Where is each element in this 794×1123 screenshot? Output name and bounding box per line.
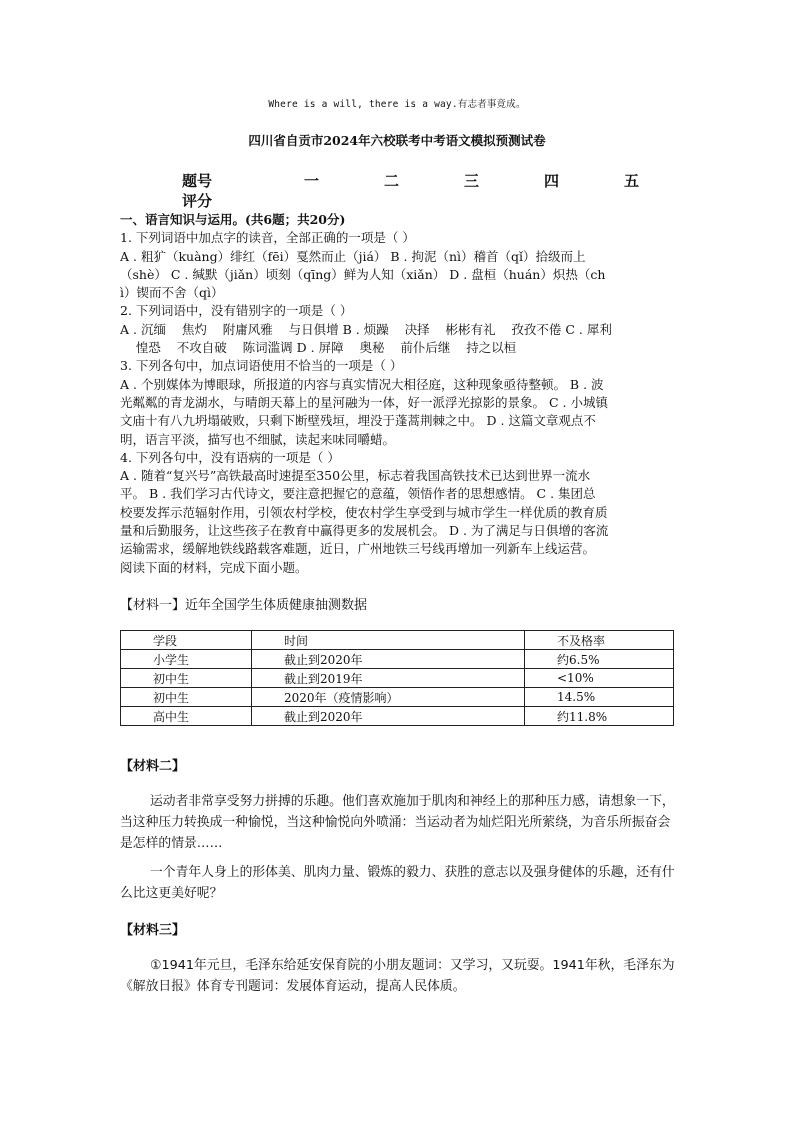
table-row xyxy=(121,707,674,726)
material-2-paragraph: 一个青年人身上的形体美、肌肉力量、锻炼的毅力、获胜的意志以及强身健体的乐趣，还有什么比这更美好呢？ xyxy=(120,865,675,901)
section-1 xyxy=(120,211,676,577)
table-row xyxy=(121,669,674,688)
table-cell: 2020年（疫情影响） xyxy=(252,688,525,707)
question-line: 运输需求，缓解地铁线路载客难题，近日，广州地铁三号线再增加一列新车上线运营。 xyxy=(120,541,596,557)
section-1-heading: 一、语言知识与运用。(共6题；共20分) xyxy=(120,212,346,227)
table-cell: <10% xyxy=(525,669,674,688)
score-col-1: 一 xyxy=(304,172,320,190)
table-cell: 高中生 xyxy=(121,707,252,726)
table-cell: 截止到2020年 xyxy=(252,707,525,726)
material-1-label: 【材料一】近年全国学生体质健康抽测数据 xyxy=(120,598,368,613)
fitness-data-table xyxy=(120,630,674,726)
question-line: 3. 下列各句中，加点词语使用不恰当的一项是（ ） xyxy=(120,358,403,374)
material-2-paragraph: 运动者非常享受努力拼搏的乐趣。他们喜欢施加于肌肉和神经上的那种压力感，请想象一下，当这种压力转换成一种愉悦，当这种愉悦向外喷涌：当运动者为灿烂阳光所萦绕，为音乐所振奋会是怎样的情景…… xyxy=(120,794,675,851)
table-cell: 14.5% xyxy=(525,688,674,707)
table-cell: 约11.8% xyxy=(525,707,674,726)
question-line: （shè） C . 缄默（jiǎn）顷刻（qīng）鲜为人知（xiǎn） D . 盘桓（huán）炽热（ch xyxy=(120,266,606,282)
question-line: 量和后勤服务，让这些孩子在教育中赢得更多的发展机会。 D . 为了满足与日俱增的客流 xyxy=(120,523,609,539)
question-line: A . 随着“复兴号”高铁最高时速提至350公里，标志着我国高铁技术已达到世界一流水 xyxy=(120,468,591,484)
table-cell: 截止到2019年 xyxy=(252,669,525,688)
question-line: ì）锲而不舍（qì） xyxy=(120,285,224,301)
question-line: A . 粗犷（kuàng）绯红（fēi）戛然而止（jiá） B . 拘泥（nì）稽首（qǐ）拾级而上 xyxy=(120,248,586,264)
question-line: 明，语言平淡，描写也不细腻，读起来味同嚼蜡。 xyxy=(120,431,396,447)
question-line: 阅读下面的材料，完成下面小题。 xyxy=(120,559,308,575)
table-cell: 初中生 xyxy=(121,669,252,688)
score-col-5: 五 xyxy=(624,172,640,190)
question-line: 惶恐 不攻自破 陈词滥调 D . 屏障 奥秘 前仆后继 持之以桓 xyxy=(120,340,517,356)
score-label: 评分 xyxy=(182,192,213,210)
table-cell: 初中生 xyxy=(121,688,252,707)
question-line: 平。 B . 我们学习古代诗文，要注意把握它的意蕴，领悟作者的思想感情。 C . 集团总 xyxy=(120,486,596,502)
table-cell: 约6.5% xyxy=(525,650,674,669)
exam-title: 四川省自贡市2024年六校联考中考语文模拟预测试卷 xyxy=(248,133,546,148)
table-row xyxy=(121,688,674,707)
question-line: 1. 下列词语中加点字的读音，全部正确的一项是（ ） xyxy=(120,230,415,246)
question-number-label: 题号 xyxy=(182,172,213,190)
table-header-cell: 时间 xyxy=(252,631,525,650)
material-2-label: 【材料二】 xyxy=(120,759,186,774)
score-col-4: 四 xyxy=(544,172,560,190)
question-line: 4. 下列各句中，没有语病的一项是（ ） xyxy=(120,449,340,465)
material-3-label: 【材料三】 xyxy=(120,923,186,938)
motto-line: Where is a will, there is a way.有志者事竟成。 xyxy=(268,99,526,110)
question-line: 文庙十有八九坍塌破败，只剩下断壁残垣，埋没于蓬蒿荆棘之中。 D . 这篇文章观点不 xyxy=(120,413,596,429)
table-header-row xyxy=(121,631,674,650)
table-cell: 小学生 xyxy=(121,650,252,669)
score-col-3: 三 xyxy=(464,172,480,190)
score-col-2: 二 xyxy=(384,172,400,190)
table-header-cell: 不及格率 xyxy=(525,631,674,650)
question-line: A . 个别媒体为博眼球，所报道的内容与真实情况大相径庭，这种现象亟待整顿。 B . 波 xyxy=(120,376,604,392)
score-table-header xyxy=(182,170,662,190)
material-3-paragraph: ①1941年元旦，毛泽东给延安保育院的小朋友题词：又学习，又玩耍。1941年秋，毛泽东为《解放日报》体育专刊题词：发展体育运动，提高人民体质。 xyxy=(120,958,675,994)
table-cell: 截止到2020年 xyxy=(252,650,525,669)
question-line: A . 沉缅 焦灼 附庸风雅 与日俱增 B . 烦躁 决择 彬彬有礼 孜孜不倦 C . 犀利 xyxy=(120,321,612,337)
table-row xyxy=(121,650,674,669)
question-line: 2. 下列词语中，没有错别字的一项是（ ） xyxy=(120,303,353,319)
question-line: 光粼粼的青龙湖水，与晴朗天幕上的星河融为一体，好一派浮光掠影的景象。 C . 小城镇 xyxy=(120,394,608,410)
table-header-cell: 学段 xyxy=(121,631,252,650)
question-line: 校要发挥示范辐射作用，引领农村学校，使农村学生享受到与城市学生一样优质的教育质 xyxy=(120,504,608,520)
